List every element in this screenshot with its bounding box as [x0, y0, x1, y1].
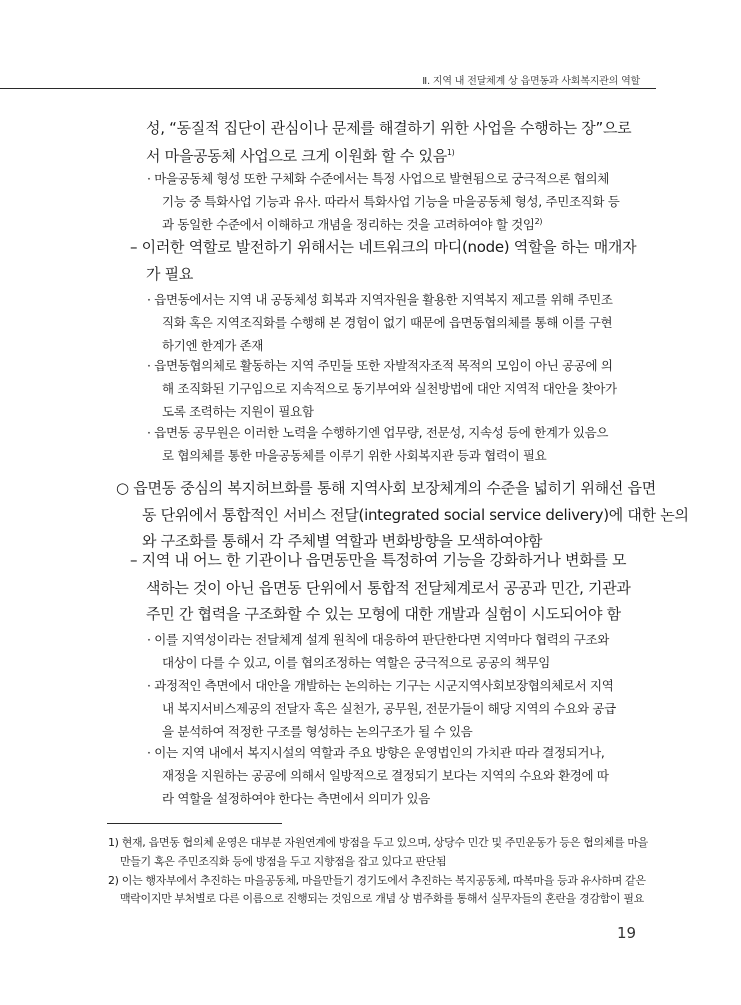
- text-line: 로 협의체를 통한 마을공동체를 이루기 위한 사회복지관 등과 협력이 필요: [162, 448, 547, 463]
- text-line: 동 단위에서 통합적인 서비스 전달(integrated social service delivery)에 대한 논의: [142, 506, 689, 524]
- text-line: · 읍면동 공무원은 이러한 노력을 수행하기엔 업무량, 전문성, 지속성 등에 한계가 있음으: [147, 425, 609, 440]
- text-line: 라 역할을 설정하여야 한다는 측면에서 의미가 있음: [162, 791, 430, 806]
- footnote-ref: 1): [446, 148, 455, 157]
- text-line: – 이러한 역할로 발전하기 위해서는 네트워크의 마디(node) 역할을 하는 매개자: [130, 238, 637, 256]
- text-line: 가 필요: [146, 265, 194, 283]
- footnote-line: 1) 현재, 읍면동 협의체 운영은 대부분 자원연계에 방점을 두고 있으며, 상당수 민간 및 주민운동가 등은 협의체를 마을: [108, 836, 648, 849]
- text-line: 을 분석하여 적정한 구조를 형성하는 논의구조가 될 수 있음: [162, 724, 473, 739]
- footnote-line: 2) 이는 행자부에서 추진하는 마을공동체, 마을만들기 경기도에서 추진하는 복지공동체, 따복마을 등과 유사하며 같은: [108, 874, 646, 887]
- text-line: · 이를 지역성이라는 전달체계 설계 원칙에 대응하여 판단한다면 지역마다 협력의 구조와: [147, 632, 609, 647]
- page-number: 19: [617, 924, 637, 942]
- text-line: · 마을공동체 형성 또한 구체화 수준에서는 특정 사업으로 발현됨으로 궁극적으론 협의체: [147, 171, 609, 186]
- footnote-rule: [107, 823, 282, 824]
- header-rule: [0, 88, 656, 89]
- text-line: 색하는 것이 아닌 읍면동 단위에서 통합적 전달체계로서 공공과 민간, 기관과: [146, 579, 631, 597]
- text-line: · 과정적인 측면에서 대안을 개발하는 논의하는 기구는 시군지역사회보장협의체로서 지역: [147, 678, 614, 693]
- footnote-line: 만들기 혹은 주민조직화 등에 방점을 두고 지향점을 잡고 있다고 판단됨: [120, 855, 447, 868]
- text-line: 도록 조력하는 지원이 필요함: [162, 404, 314, 419]
- text-line: · 읍면동에서는 지역 내 공동체성 회복과 지역자원을 활용한 지역복지 제고를 위해 주민조: [147, 292, 613, 307]
- running-header: Ⅱ. 지역 내 전달체계 상 읍면동과 사회복지관의 역할: [422, 76, 640, 87]
- text-line: 내 복지서비스제공의 전달자 혹은 실천가, 공무원, 전문가들이 해당 지역의 수요와 공급: [162, 701, 616, 716]
- text-line: 성, “동질적 집단이 관심이나 문제를 해결하기 위한 사업을 수행하는 장”으로: [146, 119, 632, 137]
- text-line: 재정을 지원하는 공공에 의해서 일방적으로 결정되기 보다는 지역의 수요와 환경에 따: [162, 768, 609, 783]
- text-line: 하기엔 한계가 존재: [162, 338, 264, 353]
- footnote-line: 맥락이지만 부처별로 다른 이름으로 진행되는 것임으로 개념 상 범주화를 통해서 실무자들의 혼란을 경감함이 필요: [120, 892, 644, 905]
- text-line: 주민 간 협력을 구조화할 수 있는 모형에 대한 개발과 실험이 시도되어야 함: [146, 605, 621, 623]
- text-line: 해 조직화된 기구임으로 지속적으로 동기부여와 실천방법에 대안 지역적 대안을 찾아가: [162, 381, 617, 396]
- text-line: 과 동일한 수준에서 이해하고 개념을 정리하는 것을 고려하여야 할 것임$^{2)}$: [162, 216, 543, 232]
- text-line: 직화 혹은 지역조직화를 수행해 본 경험이 없기 때문에 읍면동협의체를 통해 이를 구현: [162, 315, 613, 330]
- text-line: ○ 읍면동 중심의 복지허브화를 통해 지역사회 보장체계의 수준을 넓히기 위해선 읍면: [116, 479, 656, 497]
- text-line: 기능 중 특화사업 기능과 유사. 따라서 특화사업 기능을 마을공동체 형성, 주민조직화 등: [162, 194, 620, 209]
- text-line: 서 마을공동체 사업으로 크게 이원화 할 수 있음$^{1)}$: [146, 147, 455, 165]
- text-line: 와 구조화를 통해서 각 주체별 역할과 변화방향을 모색하여야함: [142, 532, 543, 550]
- text-line: – 지역 내 어느 한 기관이나 읍면동만을 특정하여 기능을 강화하거나 변화를 모: [130, 551, 627, 569]
- text-line: 대상이 다를 수 있고, 이를 협의조정하는 역할은 궁극적으로 공공의 책무임: [162, 655, 550, 670]
- footnote-ref: 2): [534, 216, 543, 226]
- text-line: · 이는 지역 내에서 복지시설의 역할과 주요 방향은 운영법인의 가치관 따라 결정되거나,: [147, 745, 605, 760]
- text-line: · 읍면동협의체로 활동하는 지역 주민들 또한 자발적자조적 목적의 모임이 아닌 공공에 의: [147, 358, 613, 373]
